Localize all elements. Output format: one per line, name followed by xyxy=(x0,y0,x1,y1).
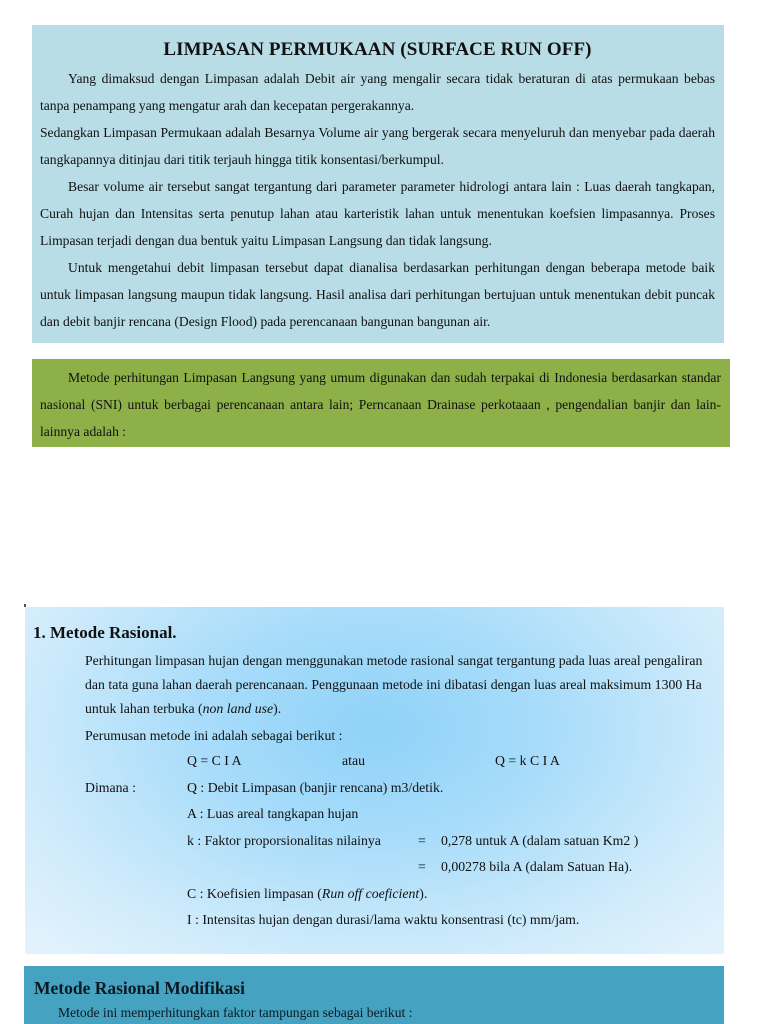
rational-method-heading: 1. Metode Rasional. xyxy=(33,623,177,642)
definition-c xyxy=(187,881,427,908)
definition-row-i xyxy=(85,907,714,934)
k-value-km2: 0,278 untuk A (dalam satuan Km2 ) xyxy=(441,832,639,848)
formula-cia: Q = C I A xyxy=(187,753,242,768)
where-label: Dimana : xyxy=(85,779,136,795)
definition-c-text-a: C : Koefisien limpasan ( xyxy=(187,885,322,901)
definition-c-italic: Run off coeficient xyxy=(321,885,420,901)
definition-row-a xyxy=(85,801,714,828)
page-title: LIMPASAN PERMUKAAN (SURFACE RUN OFF) xyxy=(163,39,592,60)
formula-row xyxy=(85,748,714,775)
k-value-ha: 0,00278 bila A (dalam Satuan Ha). xyxy=(441,859,633,874)
definition-row-q xyxy=(85,775,714,802)
rational-text-italic: non land use xyxy=(202,701,274,716)
modified-rational-paragraph: Metode ini memperhitungkan faktor tampungan sebagai berikut : xyxy=(58,1005,413,1020)
rational-text-a: Perhitungan limpasan hujan dengan menggunakan metode rasional sangat tergantung pada luas areal pengaliran dan tata guna lahan daerah perencanaan. Penggunaan metode ini dibatasi dengan luas areal maksimum 1300 Ha untuk lahan terbuka ( xyxy=(85,653,703,716)
rational-method-body xyxy=(85,649,714,934)
modified-rational-heading: Metode Rasional Modifikasi xyxy=(34,978,245,998)
intro-paragraph-4: Untuk mengetahui debit limpasan tersebut dapat dianalisa berdasarkan perhitungan dengan beberapa metode baik untuk limpasan langsung maupun tidak langsung. Hasil analisa dari perhitungan bertujuan untuk menentukan debit puncak dan debit banjir rencana (Design Flood) pada perencanaan bangunan bangunan air. xyxy=(40,260,715,329)
definition-q: Q : Debit Limpasan (banjir rencana) m3/detik. xyxy=(187,779,444,795)
rational-method-section xyxy=(25,607,724,954)
formula-or: atau xyxy=(342,753,365,768)
intro-paragraph-2: Sedangkan Limpasan Permukaan adalah Besarnya Volume air yang bergerak secara menyeluruh dan menyebar pada daerah tangkapannya ditinjau dari titik terjauh hingga titik konsentasi/berkumpul. xyxy=(40,125,715,167)
definition-c-text-b: ). xyxy=(419,885,428,901)
rational-method-paragraph xyxy=(85,649,714,721)
formula-intro: Perumusan metode ini adalah sebagai berikut : xyxy=(85,728,343,743)
definition-k: k : Faktor proporsionalitas nilainya xyxy=(187,832,381,848)
definition-row-k2 xyxy=(85,854,714,881)
equals-sign-1: = xyxy=(418,832,426,848)
modified-rational-section xyxy=(24,966,724,1024)
definition-row-k xyxy=(85,828,714,855)
methods-intro-section xyxy=(32,359,730,447)
definition-a: A : Luas areal tangkapan hujan xyxy=(187,806,359,821)
methods-intro-paragraph: Metode perhitungan Limpasan Langsung yang umum digunakan dan sudah terpakai di Indonesia berdasarkan standar nasional (SNI) untuk berbagai perencanaan antara lain; Perncanaan Drainase perkotaaan , pengendalian banjir dan lain- lainnya adalah : xyxy=(40,370,721,439)
intro-paragraph-1: Yang dimaksud dengan Limpasan adalah Debit air yang mengalir secara tidak beraturan di atas permukaan bebas tanpa penampang yang mengatur arah dan kecepatan pergerakannya. xyxy=(40,71,715,113)
formula-kcia: Q = k C I A xyxy=(495,753,560,768)
intro-paragraph-3: Besar volume air tersebut sangat tergantung dari parameter parameter hidrologi antara lain : Luas daerah tangkapan, Curah hujan dan Intensitas serta penutup lahan atau karteristik lahan untuk menentukan koefsien limpasannya. Proses Limpasan terjadi dengan dua bentuk yaitu Limpasan Langsung dan tidak langsung. xyxy=(40,179,715,248)
intro-section xyxy=(32,25,724,343)
definition-row-c xyxy=(85,881,714,908)
equals-sign-2: = xyxy=(418,859,426,874)
definition-i: I : Intensitas hujan dengan durasi/lama waktu konsentrasi (tc) mm/jam. xyxy=(187,912,580,927)
rational-text-b: ). xyxy=(273,701,282,716)
